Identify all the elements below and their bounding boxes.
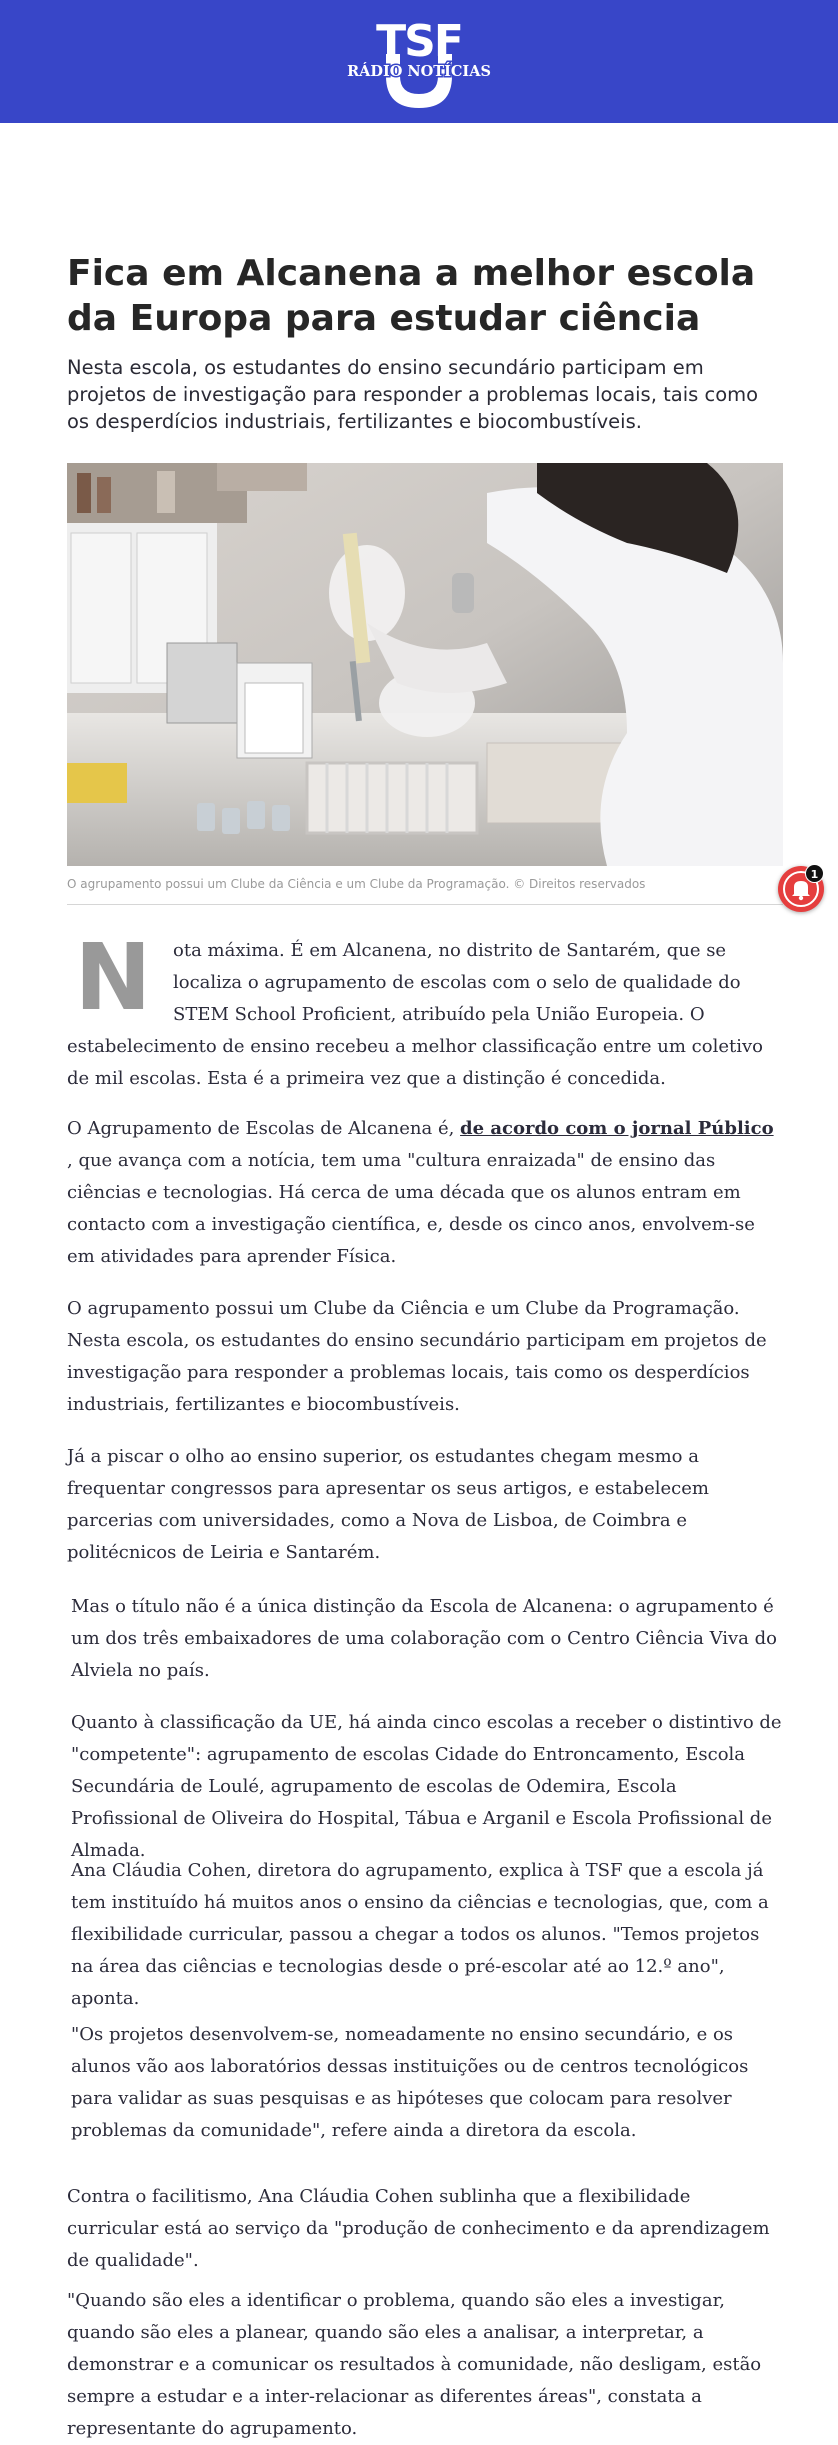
paragraph-7: Ana Cláudia Cohen, diretora do agrupamento, explica à TSF que a escola já tem instituído há muitos anos o ensino da ciências e tecnologias, que, com a flexibilidade curricular, passou a chegar a todos os alunos. "Temos projetos na área das ciências e tecnologias desde o pré-escolar até ao 12.º ano", aponta. (71, 1860, 769, 2009)
paragraph-2 (67, 1113, 779, 1273)
paragraph-1-text: ota máxima. É em Alcanena, no distrito de Santarém, que se localiza o agrupamento de escolas com o selo de qualidade do STEM School Proficient, atribuído pela União Europeia. O estabelecimento de ensino recebeu a melhor classificação entre um coletivo de mil escolas. Esta é a primeira vez que a distinção é concedida. (67, 940, 763, 1089)
title-line-2: da Europa para estudar ciência (67, 298, 701, 339)
site-header (0, 0, 838, 123)
logo-subtitle: RÁDIO NOTÍCIAS (347, 63, 491, 80)
paragraph-2-before: O Agrupamento de Escolas de Alcanena é, (67, 1118, 461, 1139)
paragraph-9: Contra o facilitismo, Ana Cláudia Cohen sublinha que a flexibilidade curricular está ao serviço da "produção de conhecimento e da aprendizagem de qualidade". (67, 2186, 770, 2271)
paragraph-1 (67, 924, 779, 1095)
title-line-1: Fica em Alcanena a melhor escola (67, 253, 756, 294)
paragraph-5: Mas o título não é a única distinção da Escola de Alcanena: o agrupamento é um dos três embaixadores de uma colaboração com o Centro Ciência Viva do Alviela no país. (71, 1596, 777, 1681)
paragraph-2-after: , que avança com a notícia, tem uma "cultura enraizada" de ensino das ciências e tecnologias. Há cerca de uma década que os alunos entram em contacto com a investigação científica, e, desde os cinco anos, envolvem-se em atividades para aprender Física. (67, 1150, 755, 1267)
logo-letters: TSF (376, 16, 462, 67)
paragraph-3: O agrupamento possui um Clube da Ciência e um Clube da Programação. Nesta escola, os estudantes do ensino secundário participam em projetos de investigação para responder a problemas locais, tais como os desperdícios industriais, fertilizantes e biocombustíveis. (67, 1298, 767, 1415)
paragraph-10: "Quando são eles a identificar o problema, quando são eles a investigar, quando são eles a planear, quando são eles a analisar, a interpretar, a demonstrar e a comunicar os resultados à comunidade, não desligam, estão sempre a estudar e a inter-relacionar as diferentes áreas", constata a representante do agrupamento. (67, 2290, 762, 2439)
paragraph-4: Já a piscar o olho ao ensino superior, os estudantes chegam mesmo a frequentar congressos para apresentar os seus artigos, e estabelecem parcerias com universidades, como a Nova de Lisboa, de Coimbra e politécnicos de Leiria e Santarém. (67, 1446, 709, 1563)
notification-badge: 1 (805, 864, 824, 883)
paragraph-8: "Os projetos desenvolvem-se, nomeadamente no ensino secundário, e os alunos vão aos laboratórios dessas instituições ou de centros tecnológicos para validar as suas pesquisas e as hipóteses que colocam para resolver problemas da comunidade", refere ainda a diretora da escola. (71, 2024, 749, 2141)
drop-cap: N (74, 924, 152, 1031)
notification-bell[interactable] (778, 866, 824, 912)
caption-divider (67, 904, 783, 905)
publico-link[interactable]: de acordo com o jornal Público (460, 1118, 774, 1139)
photo-caption: O agrupamento possui um Clube da Ciência e um Clube da Programação. © Direitos reservados (67, 877, 646, 891)
article-title (67, 251, 787, 341)
tsf-logo[interactable] (346, 16, 492, 112)
paragraph-6: Quanto à classificação da UE, há ainda cinco escolas a receber o distintivo de "competente": agrupamento de escolas Cidade do Entroncamento, Escola Secundária de Loulé, agrupamento de escolas de Odemira, Escola Profissional de Oliveira do Hospital, Tábua e Arganil e Escola Profissional de Almada. (71, 1712, 782, 1861)
article-lead: Nesta escola, os estudantes do ensino secundário participam em projetos de investigação para responder a problemas locais, tais como os desperdícios industriais, fertilizantes e biocombustíveis. (67, 356, 759, 433)
article-photo (67, 463, 783, 866)
